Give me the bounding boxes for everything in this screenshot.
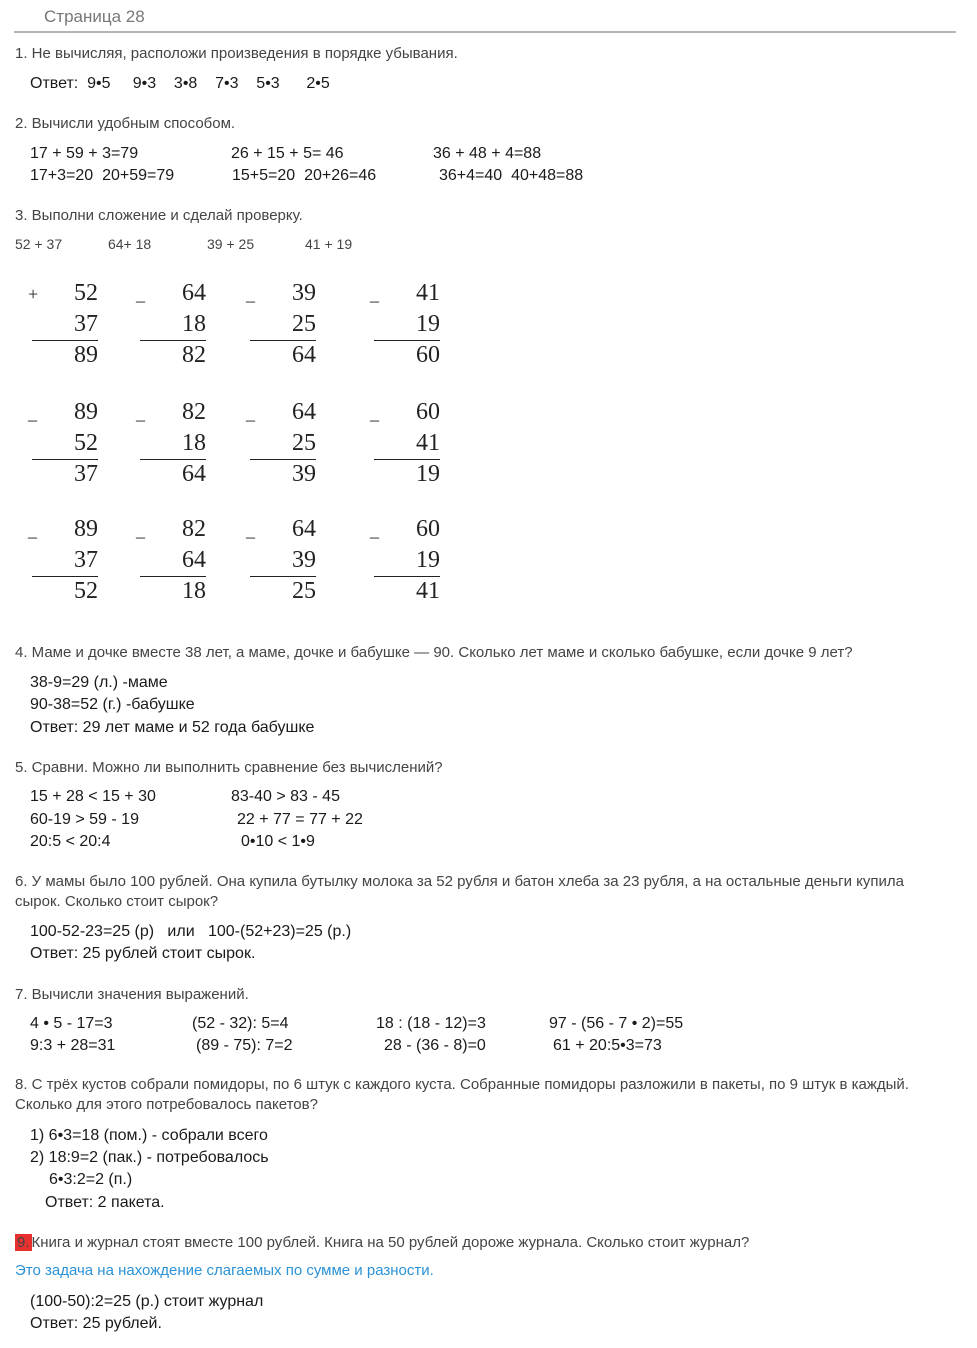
column-calculation bbox=[136, 399, 206, 499]
q5-comparison: 0•10 < 1•9 bbox=[241, 833, 315, 850]
operand-bottom: 19 bbox=[416, 311, 440, 337]
operand-bottom: 25 bbox=[292, 430, 316, 456]
result: 60 bbox=[416, 342, 440, 368]
q2-expression: 26 + 15 + 5= 46 bbox=[231, 145, 344, 162]
operand-top: 60 bbox=[416, 399, 440, 425]
question-6: 6. У мамы было 100 рублей. Она купила бутылку молока за 52 рубля и батон хлеба за 23 рубля, а на остальные деньги купила сырок. Сколько стоит сырок? bbox=[15, 873, 904, 910]
column-calculation bbox=[28, 280, 98, 380]
result: 18 bbox=[182, 578, 206, 604]
q2-expression: 36+4=40 40+48=88 bbox=[439, 167, 584, 184]
q2-expression: 17+3=20 20+59=79 bbox=[30, 167, 175, 184]
operand-top: 60 bbox=[416, 516, 440, 542]
q4-line: 38-9=29 (л.) -маме bbox=[30, 674, 168, 691]
operand-top: 89 bbox=[74, 399, 98, 425]
sum-line bbox=[374, 340, 440, 341]
column-calculation bbox=[136, 516, 206, 616]
operation-sign: _ bbox=[370, 284, 379, 304]
q8-step: 6•3:2=2 (п.) bbox=[49, 1171, 133, 1188]
operand-bottom: 18 bbox=[182, 430, 206, 456]
sum-line bbox=[374, 576, 440, 577]
sum-line bbox=[250, 340, 316, 341]
column-calculation bbox=[246, 399, 316, 499]
q2-expression: 15+5=20 20+26=46 bbox=[232, 167, 377, 184]
q5-comparison: 22 + 77 = 77 + 22 bbox=[237, 811, 363, 828]
page-title: Страница 28 bbox=[44, 7, 145, 26]
q9-solution: (100-50):2=25 (р.) стоит журнал bbox=[30, 1293, 264, 1310]
operation-sign: + bbox=[28, 284, 39, 304]
operation-sign: _ bbox=[136, 284, 145, 304]
q3-example: 52 + 37 bbox=[15, 236, 63, 252]
question-5: 5. Сравни. Можно ли выполнить сравнение без вычислений? bbox=[15, 759, 443, 776]
result: 89 bbox=[74, 342, 98, 368]
result: 64 bbox=[292, 342, 316, 368]
operation-sign: _ bbox=[370, 520, 379, 540]
operation-sign: _ bbox=[246, 520, 255, 540]
sum-line bbox=[32, 459, 98, 460]
q5-comparison: 83-40 > 83 - 45 bbox=[231, 788, 340, 805]
q5-comparison: 15 + 28 < 15 + 30 bbox=[30, 788, 156, 805]
q7-expression: 18 : (18 - 12)=3 bbox=[376, 1015, 486, 1032]
operation-sign: _ bbox=[370, 403, 379, 423]
column-calculation bbox=[136, 280, 206, 380]
column-calculation bbox=[370, 516, 440, 616]
operand-bottom: 52 bbox=[74, 430, 98, 456]
operand-top: 64 bbox=[182, 280, 206, 306]
q9-answer: Ответ: 25 рублей. bbox=[30, 1315, 162, 1332]
operand-bottom: 19 bbox=[416, 547, 440, 573]
operand-bottom: 37 bbox=[74, 311, 98, 337]
result: 41 bbox=[416, 578, 440, 604]
q3-example: 41 + 19 bbox=[305, 236, 353, 252]
result: 64 bbox=[182, 461, 206, 487]
operand-bottom: 41 bbox=[416, 430, 440, 456]
operand-top: 52 bbox=[74, 280, 98, 306]
sum-line bbox=[250, 459, 316, 460]
operation-sign: _ bbox=[136, 403, 145, 423]
operation-sign: _ bbox=[28, 403, 37, 423]
page-header bbox=[14, 6, 956, 33]
operand-top: 41 bbox=[416, 280, 440, 306]
operand-top: 82 bbox=[182, 399, 206, 425]
question-2: 2. Вычисли удобным способом. bbox=[15, 115, 236, 132]
result: 25 bbox=[292, 578, 316, 604]
sum-line bbox=[32, 340, 98, 341]
q3-example: 64+ 18 bbox=[108, 236, 152, 252]
q3-example: 39 + 25 bbox=[207, 236, 255, 252]
q4-line: 90-38=52 (г.) -бабушке bbox=[30, 696, 195, 713]
operation-sign: _ bbox=[246, 403, 255, 423]
q7-expression: 61 + 20:5•3=73 bbox=[553, 1037, 662, 1054]
result: 82 bbox=[182, 342, 206, 368]
operand-top: 64 bbox=[292, 399, 316, 425]
operand-top: 89 bbox=[74, 516, 98, 542]
result: 19 bbox=[416, 461, 440, 487]
sum-line bbox=[140, 576, 206, 577]
operand-bottom: 39 bbox=[292, 547, 316, 573]
column-calculation bbox=[370, 280, 440, 380]
q8-step: 1) 6•3=18 (пом.) - собрали всего bbox=[30, 1127, 268, 1144]
q5-comparison: 20:5 < 20:4 bbox=[30, 833, 111, 850]
operand-top: 39 bbox=[292, 280, 316, 306]
operation-sign: _ bbox=[28, 520, 37, 540]
question-9 bbox=[15, 1233, 749, 1253]
q7-expression: 97 - (56 - 7 • 2)=55 bbox=[549, 1015, 684, 1032]
q7-expression: 28 - (36 - 8)=0 bbox=[384, 1037, 486, 1054]
sum-line bbox=[250, 576, 316, 577]
sum-line bbox=[32, 576, 98, 577]
sum-line bbox=[374, 459, 440, 460]
question-8: 8. С трёх кустов собрали помидоры, по 6 штук с каждого куста. Собранные помидоры разложили в пакеты, по 9 штук в каждый. Сколько для этого потребовалось пакетов? bbox=[15, 1076, 909, 1113]
column-calculation bbox=[370, 399, 440, 499]
operation-sign: _ bbox=[246, 284, 255, 304]
q6-answer: Ответ: 25 рублей стоит сырок. bbox=[30, 945, 256, 962]
question-9-text: Книга и журнал стоят вместе 100 рублей. Книга на 50 рублей дороже журнала. Сколько стоит журнал? bbox=[31, 1234, 750, 1251]
operand-bottom: 37 bbox=[74, 547, 98, 573]
q7-expression: 9:3 + 28=31 bbox=[30, 1037, 116, 1054]
q2-expression: 36 + 48 + 4=88 bbox=[433, 145, 542, 162]
question-3: 3. Выполни сложение и сделай проверку. bbox=[15, 207, 303, 224]
q7-expression: 4 • 5 - 17=3 bbox=[30, 1015, 113, 1032]
answer-1: Ответ: 9•5 9•3 3•8 7•3 5•3 2•5 bbox=[30, 75, 330, 92]
sum-line bbox=[140, 459, 206, 460]
column-calculation bbox=[246, 280, 316, 380]
column-calculation bbox=[28, 399, 98, 499]
question-1: 1. Не вычисляя, расположи произведения в порядке убывания. bbox=[15, 45, 458, 62]
result: 37 bbox=[74, 461, 98, 487]
q5-comparison: 60-19 > 59 - 19 bbox=[30, 811, 139, 828]
column-calculation bbox=[246, 516, 316, 616]
q2-expression: 17 + 59 + 3=79 bbox=[30, 145, 139, 162]
result: 39 bbox=[292, 461, 316, 487]
sum-line bbox=[140, 340, 206, 341]
question-4: 4. Маме и дочке вместе 38 лет, а маме, дочке и бабушке — 90. Сколько лет маме и сколько бабушке, если дочке 9 лет? bbox=[15, 644, 853, 661]
q4-answer: Ответ: 29 лет маме и 52 года бабушке bbox=[30, 719, 315, 736]
q7-expression: (52 - 32): 5=4 bbox=[192, 1015, 289, 1032]
column-calculation bbox=[28, 516, 98, 616]
q8-step: 2) 18:9=2 (пак.) - потребовалось bbox=[30, 1149, 269, 1166]
q6-solution: 100-52-23=25 (р) или 100-(52+23)=25 (р.) bbox=[30, 923, 352, 940]
result: 52 bbox=[74, 578, 98, 604]
operand-bottom: 18 bbox=[182, 311, 206, 337]
operand-top: 82 bbox=[182, 516, 206, 542]
question-number-highlight: 9. bbox=[17, 1234, 30, 1251]
operation-sign: _ bbox=[136, 520, 145, 540]
q8-answer: Ответ: 2 пакета. bbox=[45, 1194, 165, 1211]
hint-note: Это задача на нахождение слагаемых по сумме и разности. bbox=[15, 1262, 434, 1279]
operand-top: 64 bbox=[292, 516, 316, 542]
operand-bottom: 64 bbox=[182, 547, 206, 573]
operand-bottom: 25 bbox=[292, 311, 316, 337]
q7-expression: (89 - 75): 7=2 bbox=[196, 1037, 293, 1054]
question-7: 7. Вычисли значения выражений. bbox=[15, 986, 249, 1003]
